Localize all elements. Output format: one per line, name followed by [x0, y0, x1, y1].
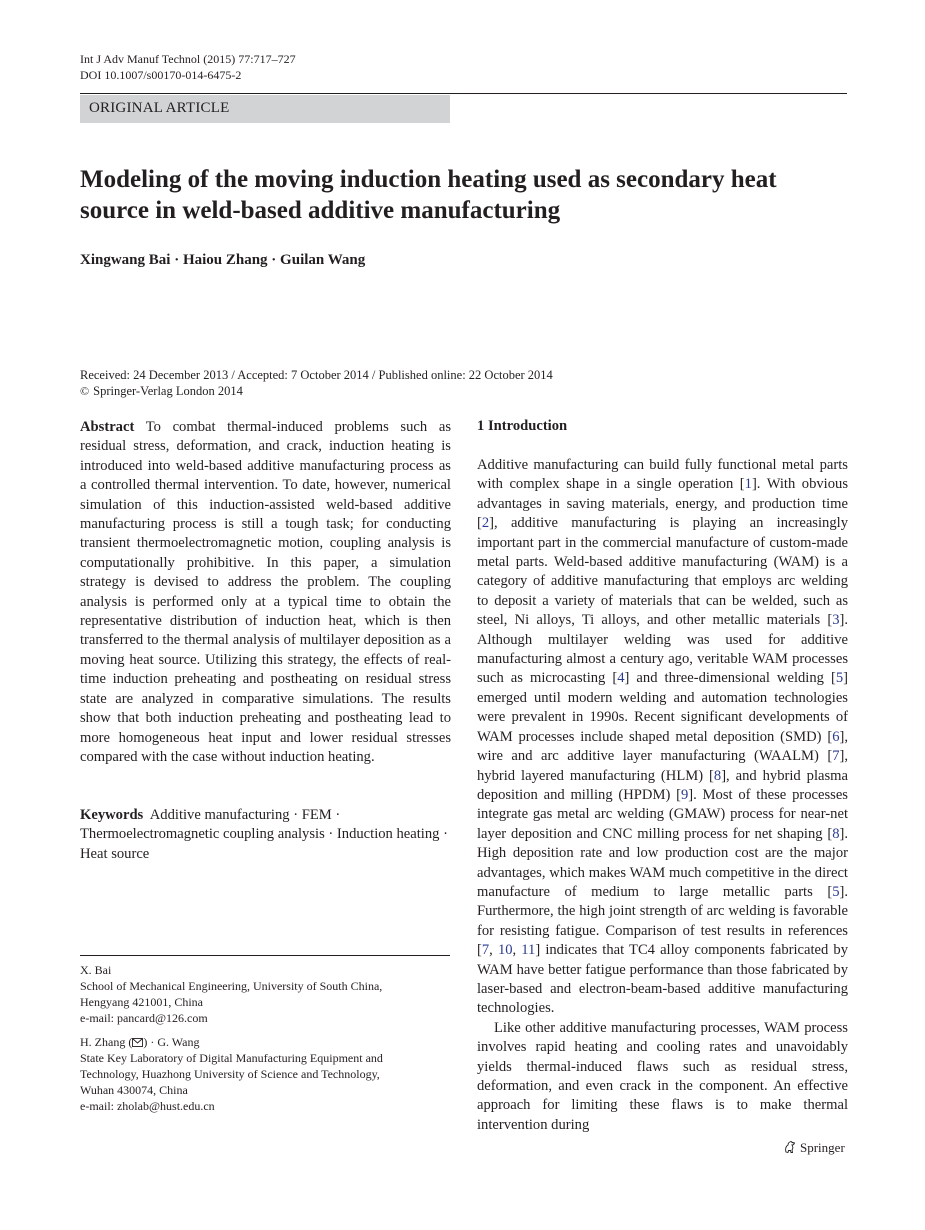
journal-citation: Int J Adv Manuf Technol (2015) 77:717–727	[80, 52, 296, 66]
affiliation-address-line: School of Mechanical Engineering, University of South China,	[80, 979, 383, 993]
keywords-text: Additive manufacturing · FEM · Thermoelectromagnetic coupling analysis · Induction heating · Heat source	[80, 807, 448, 862]
paragraph: Additive manufacturing can build fully functional metal parts with complex shape in a single operation [1]. With obvious advantages in saving materials, energy, and production time [2], additive manufacturing is playing an increasingly important part in the commercial manufacture of custom-made metal parts. Weld-based additive manufacturing (WAM) is a category of additive manufacturing that employs arc welding to deposit a variety of materials that can be welded, such as steel, Ni alloys, Ti alloys, and other metallic materials [3]. Although multilayer welding was used for additive manufacturing almost a century ago, veritable WAM processes such as microcasting [4] and three-dimensional welding [5] emerged until modern welding and automation technologies were prevalent in 1990s. Recent significant developments of WAM processes include shaped metal deposition (SMD) [6], wire and arc additive layer manufacturing (WAALM) [7], hybrid layered manufacturing (HLM) [8], and hybrid plasma deposition and milling (HPDM) [9]. Most of these processes integrate gas metal arc welding (GMAW) process for near-net layer deposition and CNC milling process for net shaping [8]. High deposition rate and low production cost are the major advantages, which makes WAM much competitive in the direct manufacture of medium to large metallic parts [5]. Furthermore, the high joint strength of arc welding is favorable for resisting fatigue. Comparison of test results in references [7, 10, 11] indicates that TC4 alloy components fabricated by WAM have better fatigue performance than those fabricated by laser-based and electron-beam-based additive manufacturing technologies.	[477, 457, 849, 1017]
citation-link[interactable]: 2	[481, 515, 490, 532]
doi[interactable]: DOI 10.1007/s00170-014-6475-2	[80, 68, 242, 82]
citation-link[interactable]: 4	[617, 670, 625, 687]
author-name-prefix: H. Zhang (	[80, 1035, 133, 1049]
citation-link[interactable]: 1	[744, 476, 752, 493]
affiliation-address-line: State Key Laboratory of Digital Manufacturing Equipment and	[80, 1051, 383, 1065]
introduction-body	[477, 456, 848, 1135]
paper-title: Modeling of the moving induction heating used as secondary heat source in weld-based additive manufacturing	[80, 166, 777, 224]
article-type-label: ORIGINAL ARTICLE	[89, 100, 230, 116]
affiliation-author-2	[80, 1034, 460, 1050]
copyright-line	[80, 383, 553, 399]
springer-horse-icon	[783, 1140, 797, 1154]
citation-link[interactable]: 7	[481, 942, 490, 959]
affiliation-spacer	[80, 1026, 460, 1034]
section-heading: 1 Introduction	[477, 418, 568, 434]
publisher-logo	[783, 1140, 845, 1156]
paragraph: Like other additive manufacturing processes, WAM process involves rapid heating and cooling rates and unavoidably yields thermal-induced flaws such as residual stress, deformation, and even crack in the component. An effective approach for limiting these flaws is to make thermal intervention during	[477, 1019, 848, 1133]
affiliation-address-line: Hengyang 421001, China	[80, 995, 203, 1009]
citation-link[interactable]: 5	[835, 670, 844, 687]
citation-link[interactable]: 6	[832, 728, 840, 745]
author-name-suffix: ) · G. Wang	[143, 1035, 200, 1049]
header-rule	[80, 93, 847, 94]
citation-link[interactable]: 11	[521, 942, 536, 959]
keywords-label: Keywords	[80, 807, 144, 823]
affiliation-author-1: X. Bai	[80, 963, 112, 977]
affiliation-address-line: Wuhan 430074, China	[80, 1083, 188, 1097]
affiliations	[80, 962, 460, 1114]
copyright-icon: ©	[80, 384, 90, 398]
citation-link[interactable]: 9	[680, 786, 689, 803]
journal-info	[80, 51, 296, 83]
author-list[interactable]: Xingwang Bai · Haiou Zhang · Guilan Wang	[80, 252, 366, 268]
citation-link[interactable]: 7	[832, 748, 840, 765]
abstract	[80, 418, 451, 767]
abstract-text: To combat thermal-induced problems such as residual stress, deformation, and crack, induction heating is introduced into weld-based additive manufacturing process as a controlled thermal intervention. To date, however, numerical simulation of this induction-assisted weld-based additive manufacturing process is still a tough task; for conducting transient thermoelectromagnetic motion, coupling analysis is computationally prohibitive. In this paper, a simulation strategy is devised to address the problem. The coupling analysis is performed only at a typical time to obtain the representative distribution of induction heat, which is then transferred to the thermal analysis of multilayer deposition as a moving heat source. Utilizing this strategy, the effects of real-time induction preheating and postheating on residual stress state are analyzed in comparative simulations. The results show that both induction preheating and postheating lead to more homogeneous heat input and lower residual stresses compared with the case without induction heating.	[80, 419, 451, 765]
affiliation-email[interactable]: e-mail: zholab@hust.edu.cn	[80, 1099, 215, 1113]
affiliation-email[interactable]: e-mail: pancard@126.com	[80, 1011, 208, 1025]
publisher-name: Springer	[800, 1140, 845, 1155]
copyright-text: Springer-Verlag London 2014	[93, 384, 243, 398]
envelope-icon[interactable]	[132, 1038, 143, 1047]
keywords	[80, 806, 451, 864]
citation-link[interactable]: 8	[713, 767, 722, 784]
article-type-banner	[80, 95, 450, 123]
history-dates: Received: 24 December 2013 / Accepted: 7 October 2014 / Published online: 22 October 2014	[80, 368, 553, 382]
affiliation-address-line: Technology, Huazhong University of Science and Technology,	[80, 1067, 380, 1081]
affiliation-rule	[80, 955, 450, 956]
citation-link[interactable]: 5	[832, 883, 840, 900]
publication-dates	[80, 367, 553, 399]
citation-link[interactable]: 10	[497, 942, 513, 959]
abstract-label: Abstract	[80, 419, 135, 435]
citation-link[interactable]: 3	[832, 612, 840, 629]
citation-link[interactable]: 8	[832, 825, 840, 842]
